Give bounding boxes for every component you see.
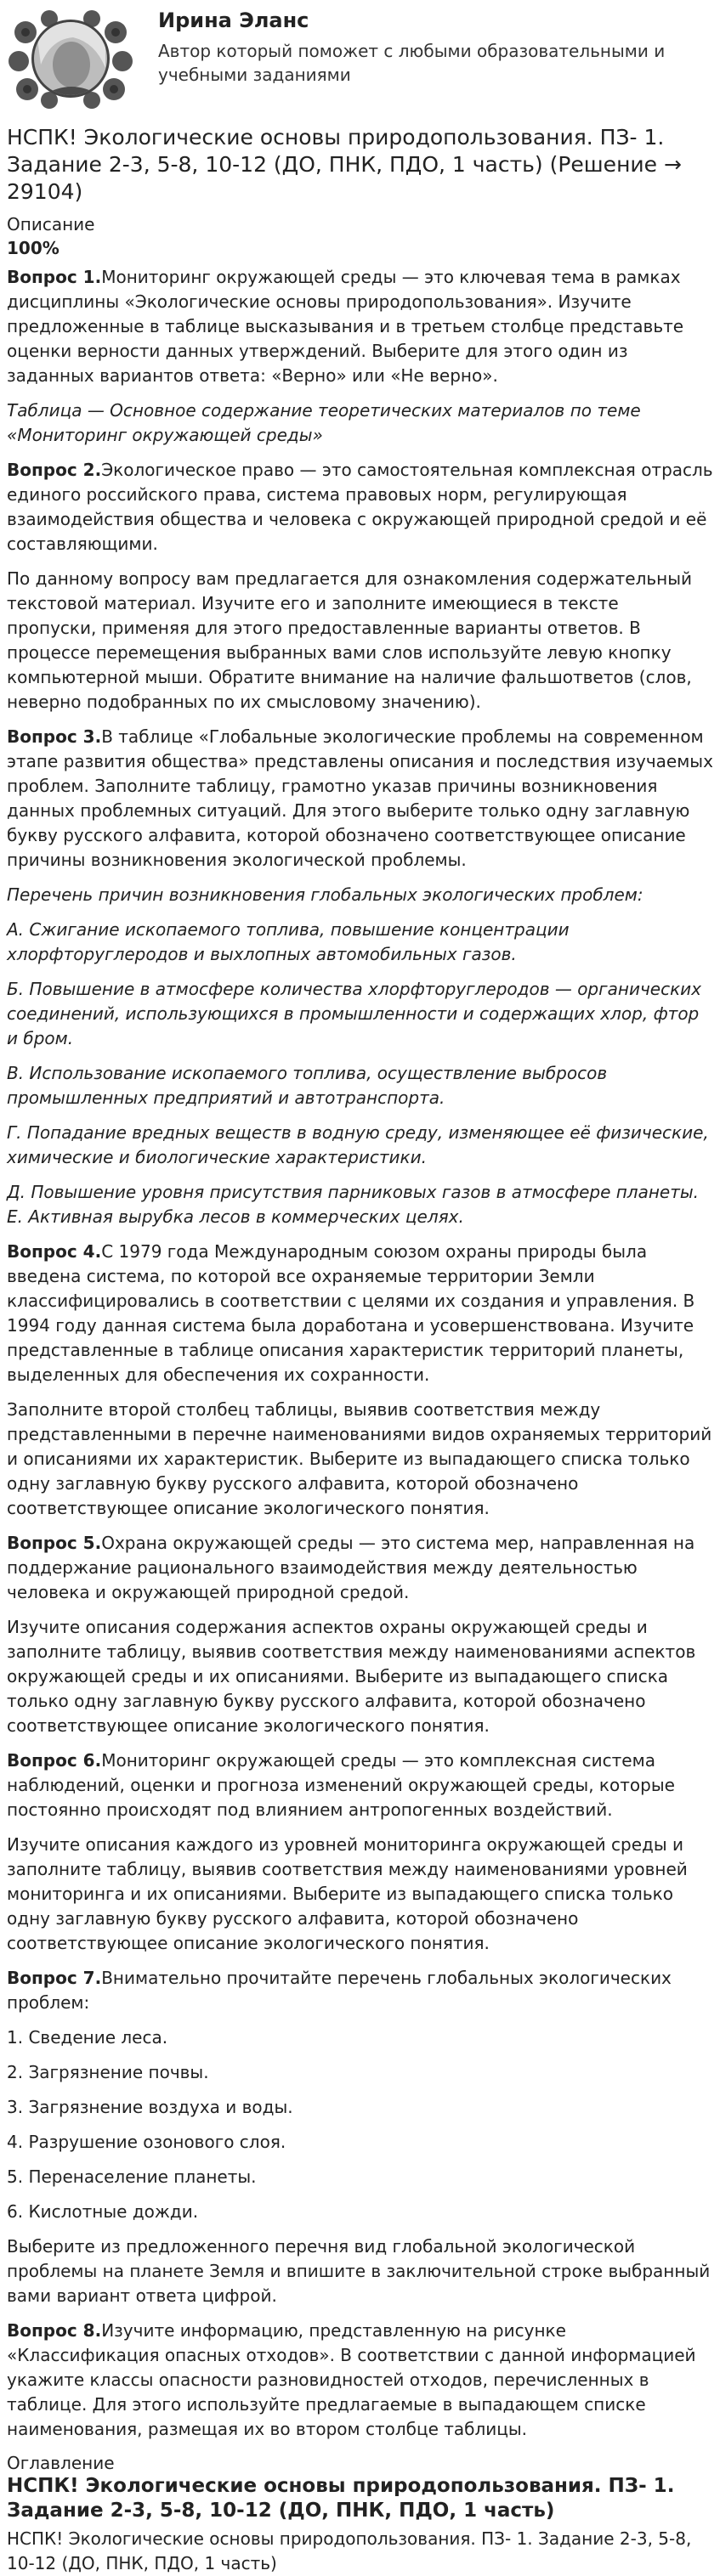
paragraph	[7, 2060, 713, 2085]
paragraph-text: Выберите из предложенного перечня вид глобальной экологической проблемы на планете Земля и впишите в заключительной строке выбранный вами вариант ответа цифрой.	[7, 2236, 711, 2306]
paragraph	[7, 1615, 713, 1738]
paragraph-text: В. Использование ископаемого топлива, осуществление выбросов промышленных предприятий и автотранспорта.	[7, 1063, 608, 1108]
paragraph-text: Внимательно прочитайте перечень глобальных экологических проблем:	[7, 1968, 672, 2013]
toc-link[interactable]: НСПК! Экологические основы природопользования. ПЗ- 1. Задание 2-3, 5-8, 10-12 (ДО, ПНК, ПДО, 1 часть)	[7, 2528, 692, 2573]
toc-label: Оглавление	[7, 2453, 115, 2473]
paragraph-text: Таблица — Основное содержание теоретических материалов по теме «Мониторинг окружающей среды»	[7, 400, 641, 445]
paragraph-text: 3. Загрязнение воздуха и воды.	[7, 2097, 293, 2117]
paragraph-text: Д. Повышение уровня присутствия парниковых газов в атмосфере планеты. Е. Активная вырубка лесов в коммерческих целях.	[7, 1182, 700, 1227]
paragraph	[7, 725, 713, 873]
paragraph	[7, 398, 713, 448]
paragraph	[7, 567, 713, 715]
paragraph	[7, 2130, 713, 2155]
paragraph	[7, 1240, 713, 1387]
paragraph	[7, 918, 713, 967]
paragraph	[7, 977, 713, 1051]
paragraph-text: В таблице «Глобальные экологические проблемы на современном этапе развития общества» представлены описания и последствия изучаемых проблем. Заполните таблицу, грамотно указав причины возникновения данных проблемных ситуаций. Для этого выберите только одну заглавную букву русского алфавита, которой обозначено соответствующее описание причины возникновения экологической проблемы.	[7, 726, 713, 870]
paragraph-text: 2. Загрязнение почвы.	[7, 2062, 209, 2082]
paragraph-text: Изучите описания содержания аспектов охраны окружающей среды и заполните таблицу, выявив соответствия между наименованиями аспектов окружающей среды и их описаниями. Выберите из выпадающего списка только одну заглавную букву русского алфавита, которой обозначено соответствующее описание экологического понятия.	[7, 1617, 696, 1736]
question-label: Вопрос 5.	[7, 1533, 102, 1553]
paragraph	[7, 265, 713, 388]
question-label: Вопрос 7.	[7, 1968, 102, 1988]
paragraph	[7, 1121, 713, 1170]
question-label: Вопрос 4.	[7, 1241, 102, 1262]
paragraph-text: Экологическое право — это самостоятельная комплексная отрасль единого российского права, система правовых норм, регулирующая взаимодействия общества и человека с окружающей природной средой и её составляющими.	[7, 460, 713, 554]
paragraph	[7, 1061, 713, 1110]
paragraph-text: 4. Разрушение озонового слоя.	[7, 2132, 286, 2152]
paragraph-text: Перечень причин возникновения глобальных экологических проблем:	[7, 884, 643, 905]
paragraph	[7, 2234, 713, 2308]
paragraph	[7, 2165, 713, 2189]
paragraph	[7, 2200, 713, 2224]
paragraph-text: Г. Попадание вредных веществ в водную среду, изменяющее её физические, химические и биологические характеристики.	[7, 1122, 709, 1167]
paragraph	[7, 1833, 713, 1956]
description-label: Описание	[7, 214, 95, 234]
paragraph	[7, 1180, 713, 1229]
task-description	[7, 265, 713, 2442]
paragraph	[7, 458, 713, 556]
paragraph	[7, 1398, 713, 1521]
paragraph-text: Заполните второй столбец таблицы, выявив соответствия между представленными в перечне наименованиями видов охраняемых территорий и описаниями их характеристик. Выберите из выпадающего списка только одну заглавную букву русского алфавита, которой обозначено соответствующее описание экологического понятия.	[7, 1399, 712, 1518]
paragraph-text: А. Сжигание ископаемого топлива, повышение концентрации хлорфторуглеродов и выхлопных автомобильных газов.	[7, 919, 570, 964]
paragraph	[7, 883, 713, 907]
page-title: НСПК! Экологические основы природопользования. ПЗ- 1. Задание 2-3, 5-8, 10-12 (ДО, ПНК, ПДО, 1 часть) (Решение → 29104)	[7, 125, 682, 204]
paragraph-text: По данному вопросу вам предлагается для ознакомления содержательный текстовой материал. Изучите его и заполните имеющиеся в тексте пропуски, применяя для этого предоставленные варианты ответов. В процессе перемещения выбранных вами слов используйте левую кнопку компьютерной мыши. Обратите внимание на наличие фальшответов (слов, неверно подобранных по их смысловому значению).	[7, 568, 693, 712]
paragraph	[7, 1748, 713, 1822]
paragraph-text: Изучите информацию, представленную на рисунке «Классификация опасных отходов». В соответствии с данной информацией укажите классы опасности разновидностей отходов, перечисленных в таблице. Для этого используйте предлагаемые в выпадающем списке наименования, размещая их во втором столбце таблицы.	[7, 2320, 696, 2439]
paragraph	[7, 1966, 713, 2015]
paragraph-text: 5. Перенаселение планеты.	[7, 2166, 257, 2187]
paragraph-text: 1. Сведение леса.	[7, 2027, 168, 2048]
paragraph-text: Б. Повышение в атмосфере количества хлорфторуглеродов — органических соединений, использующихся в промышленности и содержащих хлор, фтор и бром.	[7, 979, 701, 1048]
author-avatar[interactable]	[7, 8, 134, 109]
paragraph-text: Изучите описания каждого из уровней мониторинга окружающей среды и заполните таблицу, выявив соответствия между наименованиями уровней мониторинга и их описаниями. Выберите из выпадающего списка только одну заглавную букву русского алфавита, которой обозначено соответствующее описание экологического понятия.	[7, 1834, 688, 1953]
paragraph	[7, 2095, 713, 2120]
paragraph	[7, 2025, 713, 2050]
question-label: Вопрос 8.	[7, 2320, 102, 2341]
paragraph-text: Мониторинг окружающей среды — это комплексная система наблюдений, оценки и прогноза изменений окружающей среды, которые постоянно происходят под влиянием антропогенных воздействий.	[7, 1750, 675, 1820]
author-name[interactable]: Ирина Эланс	[158, 8, 309, 32]
paragraph	[7, 1531, 713, 1605]
paragraph	[7, 2319, 713, 2442]
question-label: Вопрос 6.	[7, 1750, 102, 1771]
author-block	[0, 0, 720, 119]
paragraph-text: 6. Кислотные дожди.	[7, 2201, 199, 2222]
question-label: Вопрос 1.	[7, 267, 102, 287]
question-label: Вопрос 3.	[7, 726, 102, 747]
paragraph-text: Охрана окружающей среды — это система мер, направленная на поддержание рационального взаимодействия между деятельностью человека и окружающей природной средой.	[7, 1533, 695, 1602]
author-description: Автор который поможет с любыми образовательными и учебными заданиями	[158, 41, 666, 85]
paragraph-text: С 1979 года Международным союзом охраны природы была введена система, по которой все охраняемые территории Земли классифицировались в соответствии с целями их создания и управления. В 1994 году данная система была доработана и усовершенствована. Изучите представленные в таблице описания характеристик территорий планеты, выделенных для обеспечения их сохранности.	[7, 1241, 695, 1385]
score-badge: 100%	[7, 238, 60, 258]
question-label: Вопрос 2.	[7, 460, 102, 480]
paragraph-text: Мониторинг окружающей среды — это ключевая тема в рамках дисциплины «Экологические основы природопользования». Изучите предложенные в таблице высказывания и в третьем столбце представьте оценки верности данных утверждений. Выберите для этого один из заданных вариантов ответа: «Верно» или «Не верно».	[7, 267, 684, 386]
toc-title: НСПК! Экологические основы природопользования. ПЗ- 1. Задание 2-3, 5-8, 10-12 (ДО, ПНК, ПДО, 1 часть)	[7, 2475, 675, 2522]
